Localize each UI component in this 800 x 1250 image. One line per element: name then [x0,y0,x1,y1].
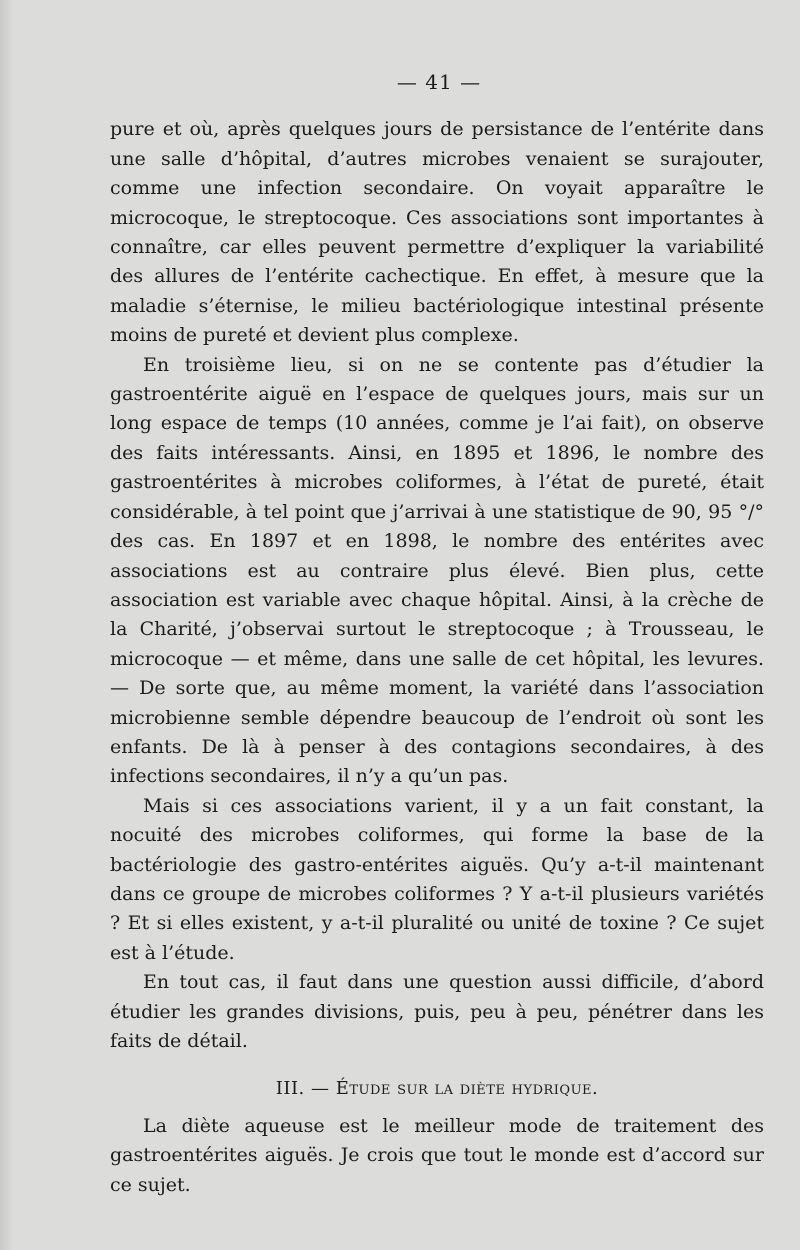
paragraph-5: La diète aqueuse est le meilleur mode de traitement des gastroentérites aiguës. Je crois que tout le monde est d’accord sur ce sujet. [110,1114,764,1196]
paragraph-2: En troisième lieu, si on ne se contente pas d’étudier la gastroentérite aiguë en l’espace de quelques jours, mais sur un long espace de temps (10 années, comme je l’ai fait), on observe des faits intéressants. Ainsi, en 1895 et 1896, le nombre des gastroentérites à microbes coliformes, à l’état de pureté, était considérable, à tel point que j’arrivai à une statistique de 90, 95 °/° des cas. En 1897 et en 1898, le nombre des entérites avec associations est au contraire plus élevé. Bien plus, cette association est variable avec chaque hôpital. Ainsi, à la crèche de la Charité, j’observai surtout le streptocoque ; à Trousseau, le microcoque — et même, dans une salle de cet hôpital, les levures. — De sorte que, au même moment, la variété dans l’association microbienne semble dépendre beaucoup de l’endroit où sont les enfants. De là à penser à des contagions secondaires, à des infections secondaires, il n’y a qu’un pas. [110,353,764,788]
paragraph-1: pure et où, après quelques jours de persistance de l’entérite dans une salle d’hôpital, d’autres microbes venaient se surajouter, comme une infection secondaire. On voyait apparaître le microcoque, le streptocoque. Ces associations sont importantes à connaître, car elles peuvent permettre d’expliquer la variabilité des allures de l’entérite cachectique. En effet, à mesure que la maladie s’éternise, le milieu bactériologique intestinal présente moins de pureté et devient plus complexe. [110,118,764,347]
section-heading-text: III. — Étude sur la diète hydrique. [275,1078,599,1100]
paragraph-4: En tout cas, il faut dans une question aussi difficile, d’abord étudier les grandes divisions, puis, peu à peu, pénétrer dans les faits de détail. [110,971,764,1052]
body-text [110,115,764,1200]
paragraph-3: Mais si ces associations varient, il y a un fait constant, la nocuité des microbes coliformes, qui forme la base de la bactériologie des gastro-entérites aiguës. Qu’y a-t-il maintenant dans ce groupe de microbes coliformes ? Y a-t-il plusieurs variétés ? Et si elles existent, y a-t-il pluralité ou unité de toxine ? Ce sujet est à l’étude. [110,794,764,964]
page-number: — 41 — [396,70,482,94]
section-heading [110,1074,764,1103]
